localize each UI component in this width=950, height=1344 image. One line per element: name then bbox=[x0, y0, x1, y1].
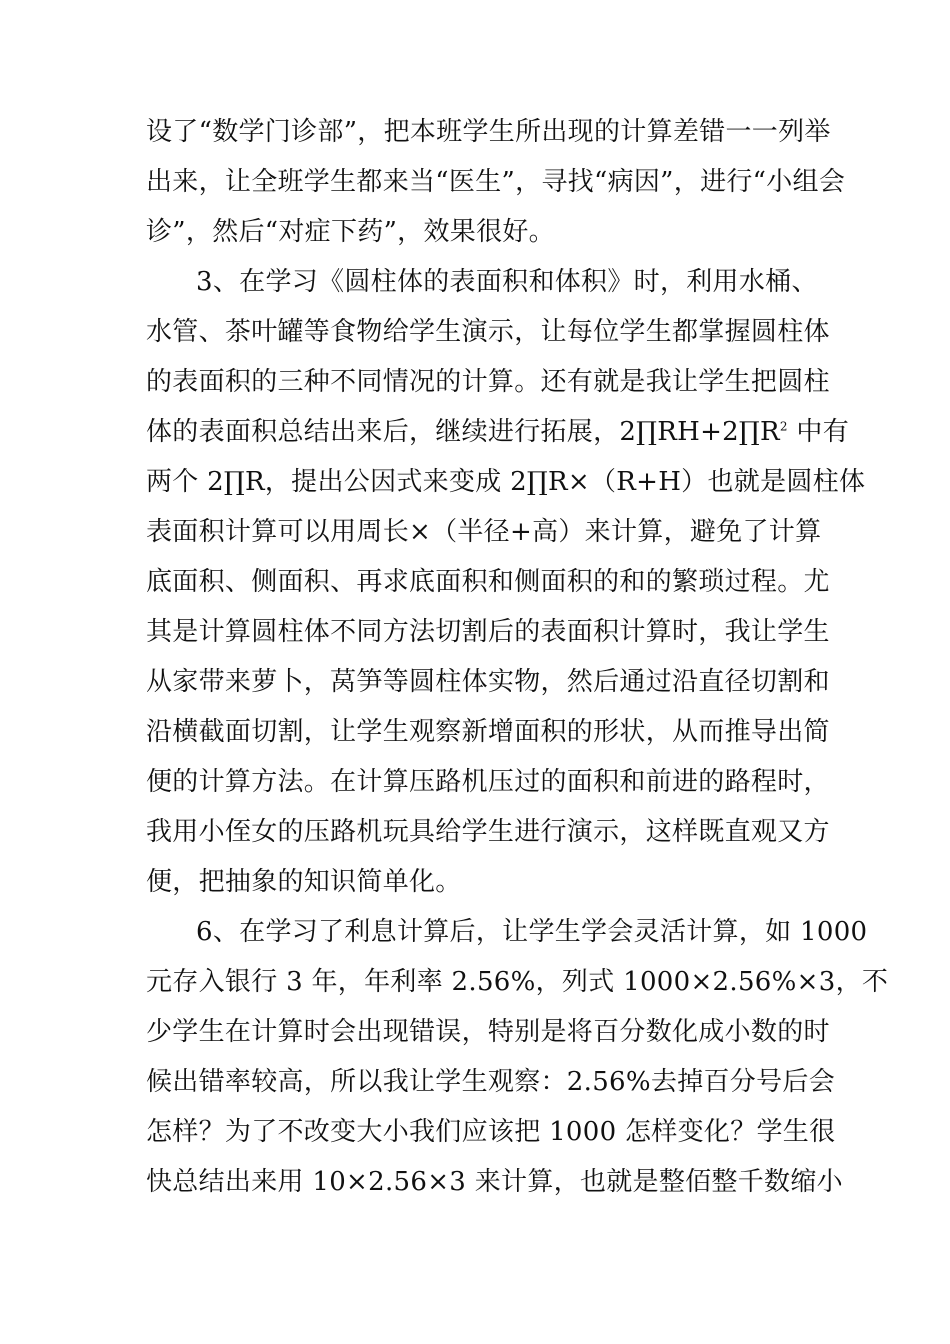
text-line-6: 的表面积的三种不同情况的计算。还有就是我让学生把圆柱 bbox=[146, 367, 830, 397]
paragraph-3-start: 3、在学习《圆柱体的表面积和体积》时，利用水桶、 bbox=[196, 267, 818, 297]
text-line-21: 怎样？为了不改变大小我们应该把 1000 怎样变化？学生很 bbox=[146, 1117, 836, 1147]
text-line-3: 诊”，然后“对症下药”，效果很好。 bbox=[146, 217, 555, 247]
text-line-12: 从家带来萝卜，莴笋等圆柱体实物，然后通过沿直径切割和 bbox=[146, 667, 830, 697]
text-line-22: 快总结出来用 10×2.56×3 来计算，也就是整佰整千数缩小 bbox=[146, 1167, 843, 1197]
text-line-11: 其是计算圆柱体不同方法切割后的表面积计算时，我让学生 bbox=[146, 617, 830, 647]
text-line-16: 便，把抽象的知识简单化。 bbox=[146, 867, 462, 897]
text-line-20: 候出错率较高，所以我让学生观察：2.56%去掉百分号后会 bbox=[146, 1067, 835, 1097]
text-line-2: 出来，让全班学生都来当“医生”，寻找“病因”，进行“小组会 bbox=[146, 167, 846, 197]
text-line-15: 我用小侄女的压路机玩具给学生进行演示，这样既直观又方 bbox=[146, 817, 830, 847]
text-line-1: 设了“数学门诊部”，把本班学生所出现的计算差错一一列举 bbox=[146, 117, 831, 147]
formula-text: 体的表面积总结出来后，继续进行拓展，2∏RH+2∏R bbox=[146, 417, 780, 447]
formula-tail: 中有 bbox=[787, 417, 849, 447]
text-line-10: 底面积、侧面积、再求底面积和侧面积的和的繁琐过程。尤 bbox=[146, 567, 830, 597]
text-line-18: 元存入银行 3 年，年利率 2.56%，列式 1000×2.56%×3，不 bbox=[146, 967, 889, 997]
text-line-9: 表面积计算可以用周长×（半径+高）来计算，避免了计算 bbox=[146, 517, 822, 547]
text-line-5: 水管、茶叶罐等食物给学生演示，让每位学生都掌握圆柱体 bbox=[146, 317, 830, 347]
text-line-14: 便的计算方法。在计算压路机压过的面积和前进的路程时， bbox=[146, 767, 830, 797]
text-line-13: 沿横截面切割，让学生观察新增面积的形状，从而推导出简 bbox=[146, 717, 830, 747]
text-line-7 bbox=[146, 416, 849, 448]
formula-superscript: 2 bbox=[779, 419, 788, 434]
text-line-8: 两个 2∏R，提出公因式来变成 2∏R×（R+H）也就是圆柱体 bbox=[146, 467, 866, 497]
text-line-19: 少学生在计算时会出现错误，特别是将百分数化成小数的时 bbox=[146, 1017, 830, 1047]
paragraph-6-start: 6、在学习了利息计算后，让学生学会灵活计算，如 1000 bbox=[196, 917, 868, 947]
